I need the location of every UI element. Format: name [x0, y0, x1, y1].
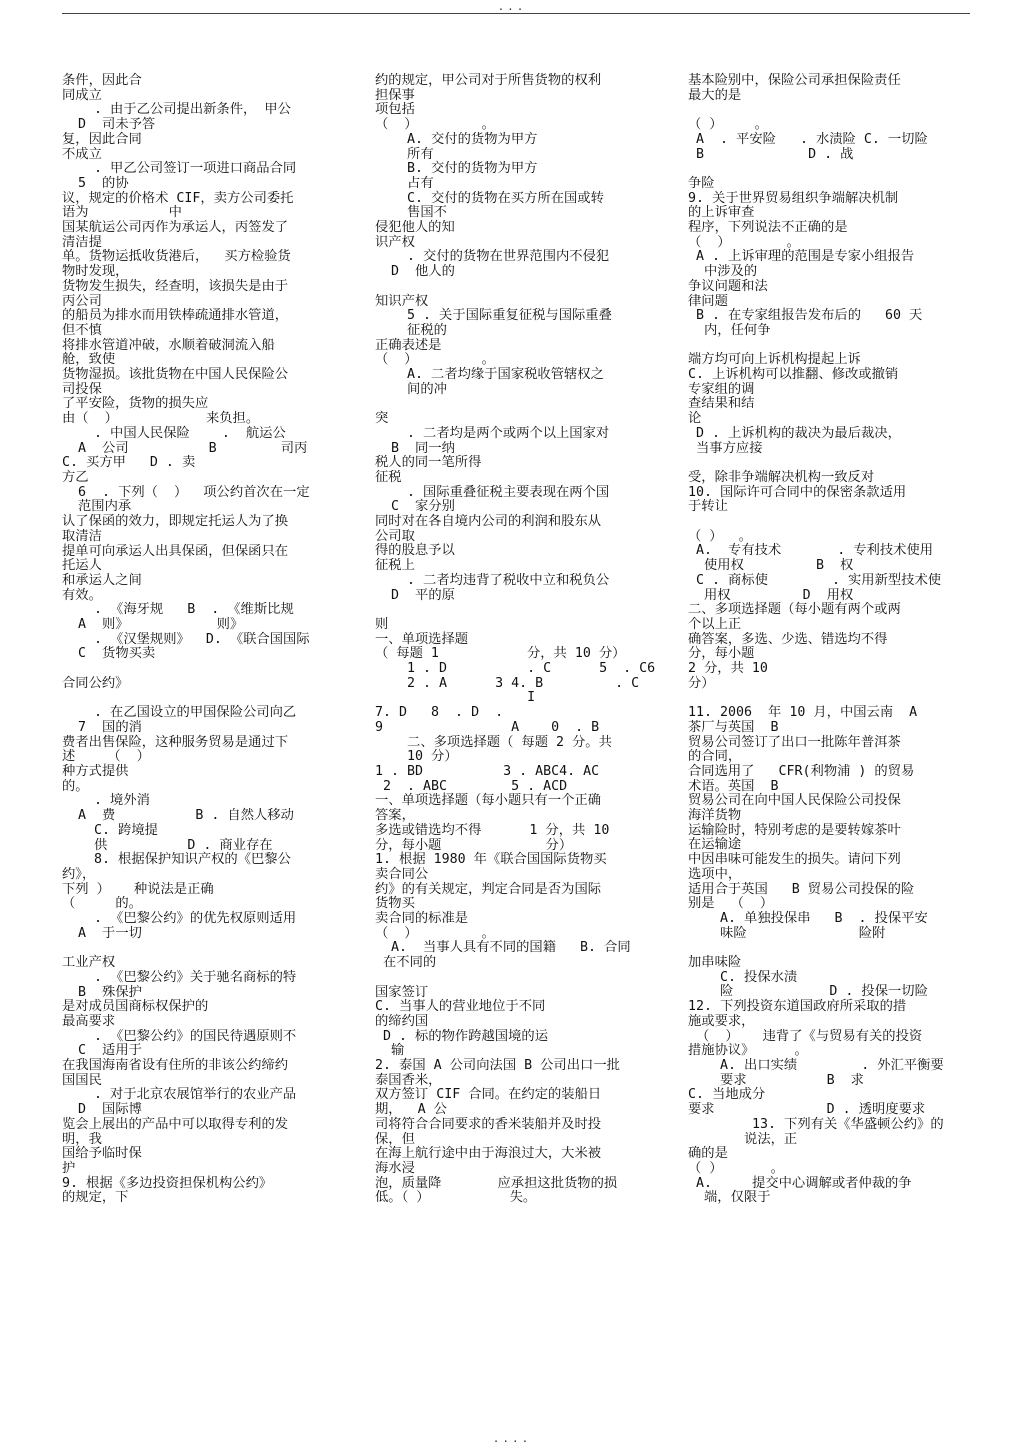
text-line: 说法，正 [688, 1131, 798, 1147]
text-line: 货物湿损。该批货物在中国人民保险公 [62, 367, 289, 383]
text-line: 将排水管道冲破，水顺着破洞流入船 [62, 337, 275, 353]
text-line: 9 A 0 . B [375, 719, 600, 735]
text-line: （ ） 。 [688, 234, 800, 250]
text-line: . 《海牙规 B . 《维斯比规 [62, 602, 294, 618]
text-line: 间的冲 [375, 381, 447, 397]
text-line: 查结果和结 [688, 396, 755, 412]
text-line: C . 商标使 . 实用新型技术使 [688, 572, 942, 588]
text-line: 一、单项选择题（每小题只有一个正确 [375, 793, 602, 809]
text-line: 的缔约国 [375, 1013, 429, 1029]
text-line: C 适用于 [62, 1043, 142, 1059]
text-line: 则 [375, 616, 389, 632]
text-line: 售国不 [375, 205, 447, 221]
text-line: 贸易公司签订了出口一批陈年普洱茶 [688, 734, 901, 750]
text-line: 侵犯他人的知 [375, 220, 455, 236]
text-line: 述 （ ） [62, 749, 150, 765]
text-line: （ ） 。 [375, 352, 495, 368]
text-line: 取清洁 [62, 528, 102, 544]
text-line: A 公司 B 司丙 [62, 440, 308, 456]
text-line: 了平安险，货物的损失应 [62, 396, 209, 412]
text-line: B 殊保护 [62, 984, 142, 1000]
text-line: 5 . 关于国际重复征税与国际重叠 [375, 308, 612, 324]
text-line: A. 交付的货物为甲方 [375, 131, 538, 147]
text-line: （ ） 。 [375, 117, 495, 133]
text-line: 司将符合合同要求的香米装船并及时投 [375, 1116, 602, 1132]
text-line: . 对于北京农展馆举行的农业产品 [62, 1087, 297, 1103]
text-line: 答案， [375, 808, 415, 824]
text-line: 最大的是 [688, 87, 742, 103]
text-line: 专家组的调 [688, 381, 755, 397]
text-line: 物时发现， [62, 264, 129, 280]
text-line: 海洋货物 [688, 808, 742, 824]
text-line: . 《巴黎公约》的优先权原则适用 [62, 911, 297, 927]
text-line: 确的是 [688, 1146, 728, 1162]
text-line: B 同一纳 [375, 440, 455, 456]
text-line: 单。货物运抵收货港后， 买方检验货 [62, 249, 291, 265]
text-line: D 国际博 [62, 1102, 142, 1118]
text-line: 合同公约》 [62, 675, 129, 691]
text-line: 要求 D . 透明度要求 [688, 1102, 926, 1118]
text-line: 项包括 [375, 102, 415, 118]
text-line: 术语。英国 B [688, 778, 779, 794]
text-line: 2 分，共 10 [688, 661, 768, 677]
text-line: 使用权 B 权 [688, 558, 854, 574]
text-column-left [62, 74, 362, 1206]
text-line: 在海上航行途中由于海浪过大，大米被 [375, 1146, 602, 1162]
text-line: 托运人 [62, 558, 102, 574]
text-line: 当事方应接 [688, 440, 763, 456]
text-line: . 《巴黎公约》的国民待遇原则不 [62, 1028, 297, 1044]
text-line: 8. 根据保护知识产权的《巴黎公 [62, 852, 291, 868]
text-line: 方乙 [62, 469, 89, 485]
text-line: 7. D 8 . D . [375, 705, 504, 721]
text-line: C. 交付的货物在买方所在国或转 [375, 190, 604, 206]
text-line: 10 分） [375, 749, 458, 765]
text-line: 在运输途 [688, 837, 742, 853]
text-line: 个以上正 [688, 616, 742, 632]
text-line: 约的规定，甲公司对于所售货物的权利 [375, 73, 602, 88]
text-line: 语为 中 [62, 205, 182, 221]
text-line: C 货物买卖 [62, 646, 156, 662]
text-line [375, 397, 675, 412]
text-line: 的上诉审查 [688, 205, 755, 221]
text-line: 要求 B 求 [688, 1072, 864, 1088]
text-line: 不成立 [62, 146, 102, 162]
text-line: 施或要求， [688, 1013, 755, 1029]
text-line: 明，我 [62, 1131, 102, 1147]
text-line: 内，任何争 [688, 322, 771, 338]
text-line: . 二者均是两个或两个以上国家对 [375, 425, 610, 441]
text-line [688, 515, 988, 530]
text-line: 中涉及的 [688, 264, 758, 280]
text-line: A. 出口实绩 . 外汇平衡要 [688, 1058, 944, 1073]
text-line: 双方签订 CIF 合同。在约定的装船日 [375, 1087, 602, 1103]
text-line: B. 交付的货物为甲方 [375, 161, 538, 177]
text-line: 约》， [62, 866, 96, 882]
text-line: 条件，因此合 [62, 73, 142, 88]
text-line: 1. 根据 1980 年《联合国国际货物买 [375, 852, 607, 868]
text-line: 一、单项选择题 [375, 631, 469, 647]
text-line: 认了保函的效力，即规定托运人为了换 [62, 514, 289, 530]
text-line: 公司取 [375, 528, 415, 544]
text-line: C. 投保水渍 [688, 969, 798, 985]
text-line: C 家分别 [375, 499, 455, 515]
text-line: 5 的协 [62, 175, 129, 191]
text-line: 得的股息予以 [375, 543, 455, 559]
text-line: 的。 [62, 778, 89, 794]
text-line [688, 456, 988, 471]
text-line: 复，因此合同 [62, 131, 142, 147]
text-line: 适用合于英国 B 贸易公司投保的险 [688, 881, 915, 897]
text-line: （ ） 。 [688, 117, 768, 133]
text-line: 13. 下列有关《华盛顿公约》的 [688, 1116, 944, 1132]
text-line [688, 103, 988, 118]
text-line: 2. 泰国 A 公司向法国 B 公司出口一批 [375, 1058, 620, 1074]
text-line: 险 D . 投保一切险 [688, 984, 928, 1000]
text-line: D . 标的物作跨越国境的运 [375, 1028, 548, 1044]
text-line: 清洁提 [62, 234, 102, 250]
text-line: 茶厂与英国 B [688, 719, 779, 735]
text-line: A 则》 则》 [62, 617, 244, 633]
text-line: 9. 根据《多边投资担保机构公约》 [62, 1175, 273, 1191]
text-line: A . 平安险 . 水渍险 C. 一切险 [688, 131, 928, 147]
text-line: 1 . D . C 5 . C6 [375, 661, 656, 677]
text-line: C. 当地成分 [688, 1087, 766, 1103]
text-line: C. 跨境提 [62, 822, 158, 838]
text-line: 加串味险 [688, 955, 742, 971]
text-line: . 二者均违背了税收中立和税负公 [375, 572, 610, 588]
text-line: 正确表述是 [375, 337, 442, 353]
text-line: 的合同， [688, 749, 742, 765]
text-line: 的规定，下 [62, 1190, 129, 1206]
text-line: 范围内承 [62, 499, 132, 515]
text-line: 低。（ ） 失。 [375, 1190, 537, 1206]
text-line: B D . 战 [688, 146, 854, 162]
text-line: 用权 D 用权 [688, 587, 854, 603]
text-line [688, 941, 988, 956]
text-line: 知识产权 [375, 293, 429, 309]
text-line: 征税的 [375, 322, 447, 338]
text-line: 确答案，多选、少选、错选均不得 [688, 631, 888, 647]
text-line [62, 692, 362, 707]
text-line: 和承运人之间 [62, 572, 142, 588]
text-line: 国国民 [62, 1072, 102, 1088]
text-line: A. 单独投保串 B . 投保平安 [688, 910, 928, 926]
text-line: 9. 关于世界贸易组织争端解决机制 [688, 190, 899, 206]
text-line: 争议问题和法 [688, 278, 768, 294]
text-line: A. 提交中心调解或者仲裁的争 [688, 1175, 912, 1191]
text-line: 在我国海南省设有住所的非该公约缔约 [62, 1058, 289, 1074]
text-line: 争险 [688, 175, 715, 191]
text-line: . 《汉堡规则》 D. 《联合国国际 [62, 631, 310, 647]
text-line: 输 [375, 1043, 405, 1059]
text-line: 受，除非争端解决机构一致反对 [688, 469, 875, 485]
text-line: 约》的有关规定，判定合同是否为国际 [375, 881, 602, 897]
text-line: 同时对在各自境内公司的利润和股东从 [375, 514, 602, 530]
text-line: 二、多项选择题（每小题有两个或两 [688, 602, 901, 618]
text-line: 于转让 [688, 499, 728, 515]
text-line: 突 [375, 411, 389, 427]
text-line: 识产权 [375, 234, 415, 250]
text-line: 1 . BD 3 . ABC4. AC [375, 764, 600, 779]
text-line: 丙公司 [62, 293, 102, 309]
text-line: 卖合同公 [375, 866, 429, 882]
text-line: A 费 B . 自然人移动 [62, 808, 294, 824]
text-line [688, 691, 988, 706]
text-line: 征税 [375, 469, 402, 485]
text-line: 舱，致使 [62, 352, 116, 368]
text-line: 海水浸 [375, 1160, 415, 1176]
text-column-right [688, 74, 988, 1206]
text-line: 运输险时，特别考虑的是要转嫁茶叶 [688, 822, 901, 838]
text-line: 议，规定的价格术 CIF，卖方公司委托 [62, 190, 294, 206]
header-rule [62, 13, 970, 14]
text-line: 11. 2006 年 10 月，中国云南 A [688, 705, 918, 721]
text-line: 同成立 [62, 87, 102, 103]
text-line: 7 国的消 [62, 719, 142, 735]
text-line: 司投保 [62, 381, 102, 397]
text-line: 种方式提供 [62, 764, 129, 780]
text-line: 的船员为排水而用铁棒疏通排水管道， [62, 308, 289, 324]
text-line: 最高要求 [62, 1013, 116, 1029]
text-line: A 于一切 [62, 925, 142, 941]
text-line: . 《巴黎公约》关于驰名商标的特 [62, 969, 297, 985]
text-line: A. 当事人具有不同的国籍 B. 合同 [375, 940, 631, 956]
text-line: . 中国人民保险 . 航运公 [62, 425, 286, 441]
text-line: 2 . ABC 5 . ACD [375, 778, 568, 794]
text-line: 贸易公司在向中国人民保险公司投保 [688, 793, 901, 809]
text-line: 泡，质量降 应承担这批货物的损 [375, 1175, 618, 1191]
text-line: . 在乙国设立的甲国保险公司向乙 [62, 705, 297, 721]
text-line [375, 280, 675, 295]
text-line: 分，每小题 [688, 646, 755, 662]
text-line: 别是 （ ） [688, 896, 774, 912]
text-line: 二、多项选择题（ 每题 2 分。共 [375, 734, 612, 750]
text-line: 基本险别中，保险公司承担保险责任 [688, 73, 901, 88]
text-line: 分） [688, 675, 715, 691]
text-line: 有效。 [62, 587, 102, 603]
text-line: 6 . 下列（ ） 项公约首次在一定 [62, 484, 310, 500]
text-line: C. 买方甲 D . 卖 [62, 455, 196, 471]
text-line [375, 603, 675, 618]
text-line: 泰国香米， [375, 1072, 442, 1088]
text-line: 下列 ） 种说法是正确 [62, 881, 214, 897]
text-line: （ ） 。 [688, 528, 752, 544]
text-line: . 境外消 [62, 793, 150, 809]
text-line: 由（ ） 来负担。 [62, 411, 260, 427]
text-line: （ ） 违背了《与贸易有关的投资 [688, 1028, 923, 1044]
text-line: 所有 [375, 146, 434, 162]
text-line: 国给予临时保 [62, 1146, 142, 1162]
text-line: 护 [62, 1160, 76, 1176]
text-line: 但不慎 [62, 322, 102, 338]
text-line: 2 . A 3 4. B . C [375, 675, 640, 691]
text-line: 中因串味可能发生的损失。请问下列 [688, 852, 901, 868]
text-line: 选项中， [688, 866, 742, 882]
text-line [62, 941, 362, 956]
text-line: 货物发生损失，经查明，该损失是由于 [62, 278, 289, 294]
text-line: D . 上诉机构的裁决为最后裁决， [688, 425, 901, 441]
text-line: （ 每题 1 分，共 10 分） [375, 646, 626, 662]
text-line: . 甲乙公司签订一项进口商品合同 [62, 161, 297, 177]
text-line: 端方均可向上诉机构提起上诉 [688, 352, 861, 368]
text-line: 览会上展出的产品中可以取得专利的发 [62, 1116, 289, 1132]
text-line: B . 在专家组报告发布后的 60 天 [688, 308, 923, 324]
text-line: 征税上 [375, 558, 415, 574]
text-line: 担保事 [375, 87, 415, 103]
text-line: 税人的同一笔所得 [375, 455, 482, 471]
text-line: . 交付的货物在世界范围内不侵犯 [375, 249, 610, 265]
text-line: 国某航运公司丙作为承运人，丙签发了 [62, 220, 289, 236]
text-line: 占有 [375, 175, 434, 191]
text-line: 措施协议》 。 [688, 1043, 808, 1059]
text-line: A. 二者均缘于国家税收管辖权之 [375, 367, 604, 383]
text-line: 国家签订 [375, 984, 429, 1000]
text-line: 货物买 [375, 896, 415, 912]
text-line: 是对成员国商标权保护的 [62, 999, 209, 1015]
text-line: . 由于乙公司提出新条件， 甲公 [62, 102, 291, 118]
text-line: 12. 下列投资东道国政府所采取的措 [688, 999, 907, 1015]
text-line: 10. 国际许可合同中的保密条款适用 [688, 484, 907, 500]
text-line [375, 971, 675, 986]
text-line: （ 的。 [62, 896, 142, 912]
page-footer-dots: .... [492, 1432, 532, 1445]
text-line: 供 D . 商业存在 [62, 837, 273, 853]
text-line: 多选或错选均不得 1 分，共 10 [375, 822, 610, 838]
text-line: （ ） 。 [688, 1160, 784, 1176]
text-line: 在不同的 [375, 955, 437, 971]
text-line [62, 662, 362, 677]
text-line: A. 专有技术 . 专利技术使用 [688, 543, 934, 559]
text-line: 保，但 [375, 1131, 415, 1147]
text-line: D 司未予答 [62, 117, 156, 133]
text-column-middle [375, 74, 675, 1206]
text-line: 合同选用了 CFR(利物浦 ) 的贸易 [688, 763, 915, 779]
text-line: . 国际重叠征税主要表现在两个国 [375, 484, 610, 500]
text-line: C. 当事人的营业地位于不同 [375, 999, 546, 1015]
text-line: D 他人的 [375, 264, 455, 280]
text-line: 程序，下列说法不正确的是 [688, 220, 848, 235]
text-line: 律问题 [688, 293, 728, 309]
text-line [688, 162, 988, 177]
text-line: 论 [688, 411, 702, 427]
text-line: 分，每小题 分） [375, 837, 573, 853]
text-line: D 平的原 [375, 587, 455, 603]
text-line: A . 上诉审理的范围是专家小组报告 [688, 249, 915, 265]
text-line: 工业产权 [62, 955, 116, 971]
text-line: C. 上诉机构可以推翻、修改或撤销 [688, 367, 899, 383]
text-line: 费者出售保险，这种服务贸易是通过下 [62, 734, 289, 750]
text-line: I [375, 690, 536, 706]
page-header-dots: ... [497, 0, 527, 13]
text-line: 卖合同的标准是 [375, 911, 469, 927]
text-line: 味险 险附 [688, 925, 886, 941]
text-line: （ ） 。 [375, 925, 495, 941]
text-line: 期， A 公 [375, 1102, 447, 1118]
text-line: 端，仅限于 [688, 1190, 771, 1206]
text-line: 提单可向承运人出具保函，但保函只在 [62, 543, 289, 559]
